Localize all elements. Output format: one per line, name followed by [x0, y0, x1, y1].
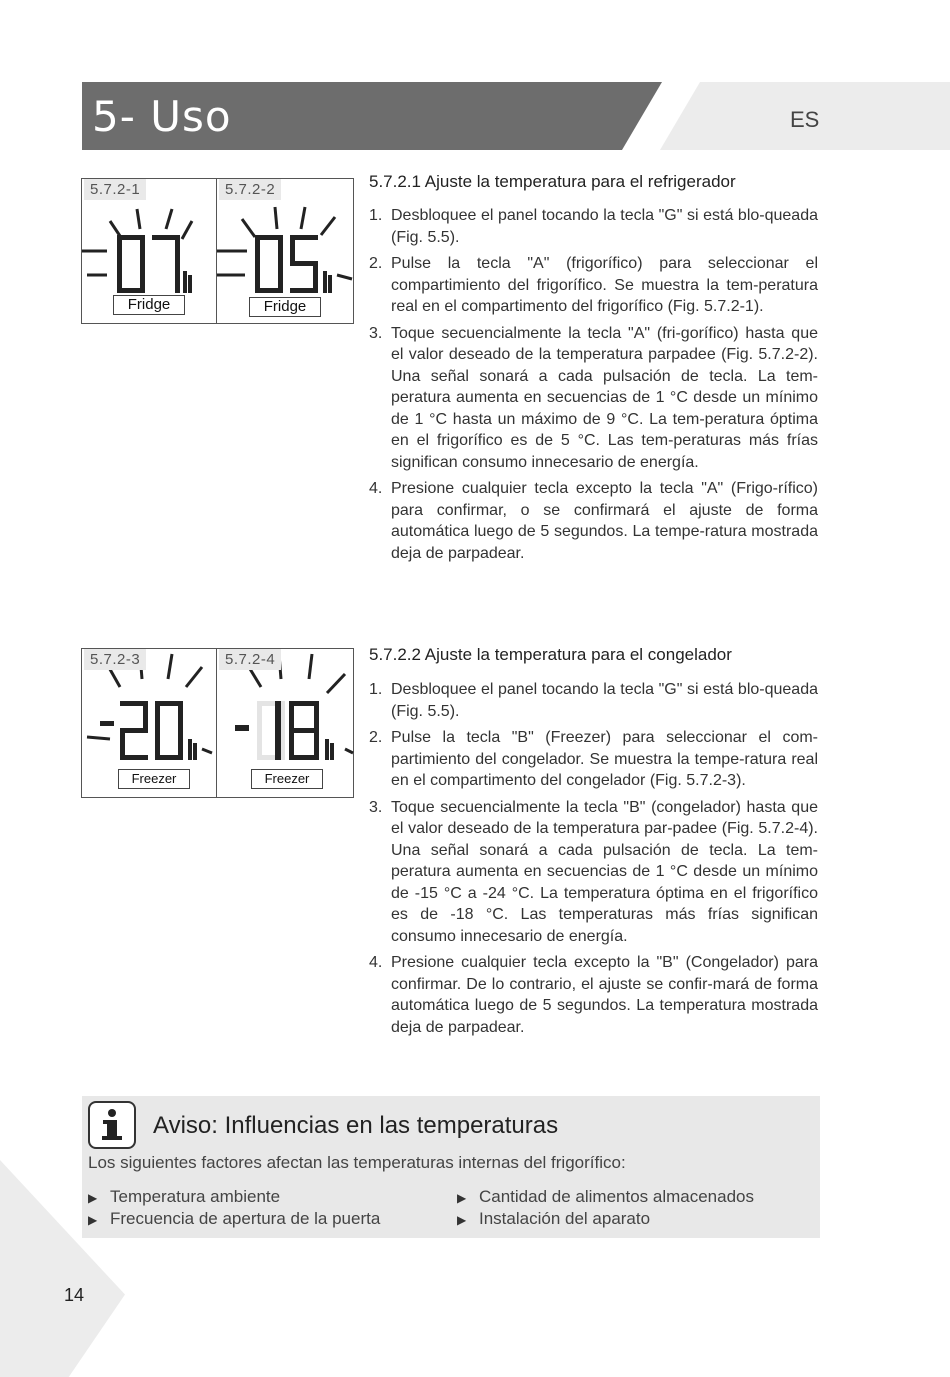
list-item — [369, 952, 818, 1038]
step-number: 1. — [369, 207, 383, 224]
figure-panel-2 — [216, 178, 354, 324]
figure-label: 5.7.2-1 — [84, 179, 146, 200]
bullet-item — [88, 1187, 280, 1207]
notice-subtitle: Los siguientes factores afectan las temperaturas internas del frigorífico: — [88, 1153, 626, 1172]
section-heading-fridge: 5.7.2.1 Ajuste la temperatura para el refrigerador — [369, 172, 736, 191]
unit-label: Freezer — [251, 769, 323, 789]
bullet-arrow-icon: ▶ — [457, 1213, 467, 1227]
section-heading-freezer: 5.7.2.2 Ajuste la temperatura para el congelador — [369, 645, 732, 664]
unit-label: Fridge — [113, 295, 185, 315]
header-accent — [620, 82, 950, 150]
bullet-text: Instalación del aparato — [479, 1209, 651, 1228]
step-number: 2. — [369, 255, 383, 272]
step-text: Presione cualquier tecla excepto la "B" (Congelador) para confirmar. De lo contrario, el ajuste se confir-mará de forma automática luego de 5 segundos. La temperatura mostrada deja de parpadear. — [391, 954, 818, 1036]
step-text: Presione cualquier tecla excepto la tecla "A" (Frigo-rífico) para confirmar, o se confirmará el ajuste de forma automática luego de 5 segundos. La tempe-ratura mostrada deja de parpadear. — [391, 480, 818, 562]
step-text: Pulse la tecla "B" (Freezer) para seleccionar el com-partimiento del congelador. Se muestra la tempe-ratura real en el compartimento del congelador (Fig. 5.7.2-3). — [391, 729, 818, 789]
list-item — [369, 727, 818, 792]
list-item — [369, 797, 818, 948]
bullet-item — [457, 1187, 754, 1207]
bullet-arrow-icon: ▶ — [457, 1191, 467, 1205]
language-code: ES — [790, 107, 820, 132]
list-item — [369, 679, 818, 722]
list-item — [369, 205, 818, 248]
bullet-item — [88, 1209, 380, 1229]
step-number: 3. — [369, 324, 383, 342]
list-item — [369, 253, 818, 318]
steps-list-fridge — [369, 205, 818, 569]
bullet-arrow-icon: ▶ — [88, 1191, 98, 1205]
figure-panel-4 — [216, 648, 354, 798]
figure-panel-1 — [81, 178, 218, 324]
step-number: 4. — [369, 480, 383, 497]
figure-panel-3 — [81, 648, 218, 798]
bullet-text: Temperatura ambiente — [110, 1187, 281, 1206]
bullet-text: Frecuencia de apertura de la puerta — [110, 1209, 381, 1228]
figure-label: 5.7.2-4 — [219, 649, 281, 670]
steps-list-freezer — [369, 679, 818, 1043]
section-title: 5- Uso — [92, 92, 232, 141]
unit-label: Fridge — [249, 297, 321, 317]
bullet-text: Cantidad de alimentos almacenados — [479, 1187, 755, 1206]
step-number: 3. — [369, 798, 383, 816]
step-number: 2. — [369, 729, 383, 746]
list-item — [369, 323, 818, 474]
bullet-item — [457, 1209, 650, 1229]
step-number: 1. — [369, 681, 383, 698]
page-number: 14 — [64, 1285, 85, 1305]
unit-label: Freezer — [118, 769, 190, 789]
step-text: Toque secuencialmente la tecla "B" (congelador) hasta que el valor deseado de la temperatura par-padee (Fig. 5.7.2-4). Una señal sonará a cada pulsación de tecla. La tem-peratura aumenta en secuencias de 1 °C desde un mínimo de -15 °C a -24 °C. La temperatura óptima en el frigorífico es de -18 °C. Las temperaturas más frías significan consumo innecesario de energía. — [391, 798, 818, 945]
figure-label: 5.7.2-2 — [219, 179, 281, 200]
step-number: 4. — [369, 954, 383, 971]
step-text: Desbloquee el panel tocando la tecla "G" si está blo-queada (Fig. 5.5). — [391, 207, 818, 246]
figure-label: 5.7.2-3 — [84, 649, 146, 670]
bullet-arrow-icon: ▶ — [88, 1213, 98, 1227]
step-text: Toque secuencialmente la tecla "A" (fri-gorífico) hasta que el valor deseado de la temperatura parpadee (Fig. 5.7.2-2). Una señal sonará a cada pulsación de tecla. La tem-peratura aumenta en secuencias de 1 °C desde un mínimo de 1 °C hasta un máximo de 9 °C. La tem-peratura óptima en el frigorífico es de 5 °C. Las tem-peraturas más frías significan consumo innecesario de energía. — [391, 324, 818, 471]
step-text: Pulse la tecla "A" (frigorífico) para seleccionar el compartimiento del frigorífico. Se muestra la tem-peratura real en el compartimento del frigorífico (Fig. 5.7.2-1). — [391, 255, 818, 315]
list-item — [369, 478, 818, 564]
step-text: Desbloquee el panel tocando la tecla "G" si está blo-queada (Fig. 5.5). — [391, 681, 818, 720]
notice-title: Aviso: Influencias en las temperaturas — [153, 1112, 559, 1139]
info-icon — [88, 1101, 136, 1149]
